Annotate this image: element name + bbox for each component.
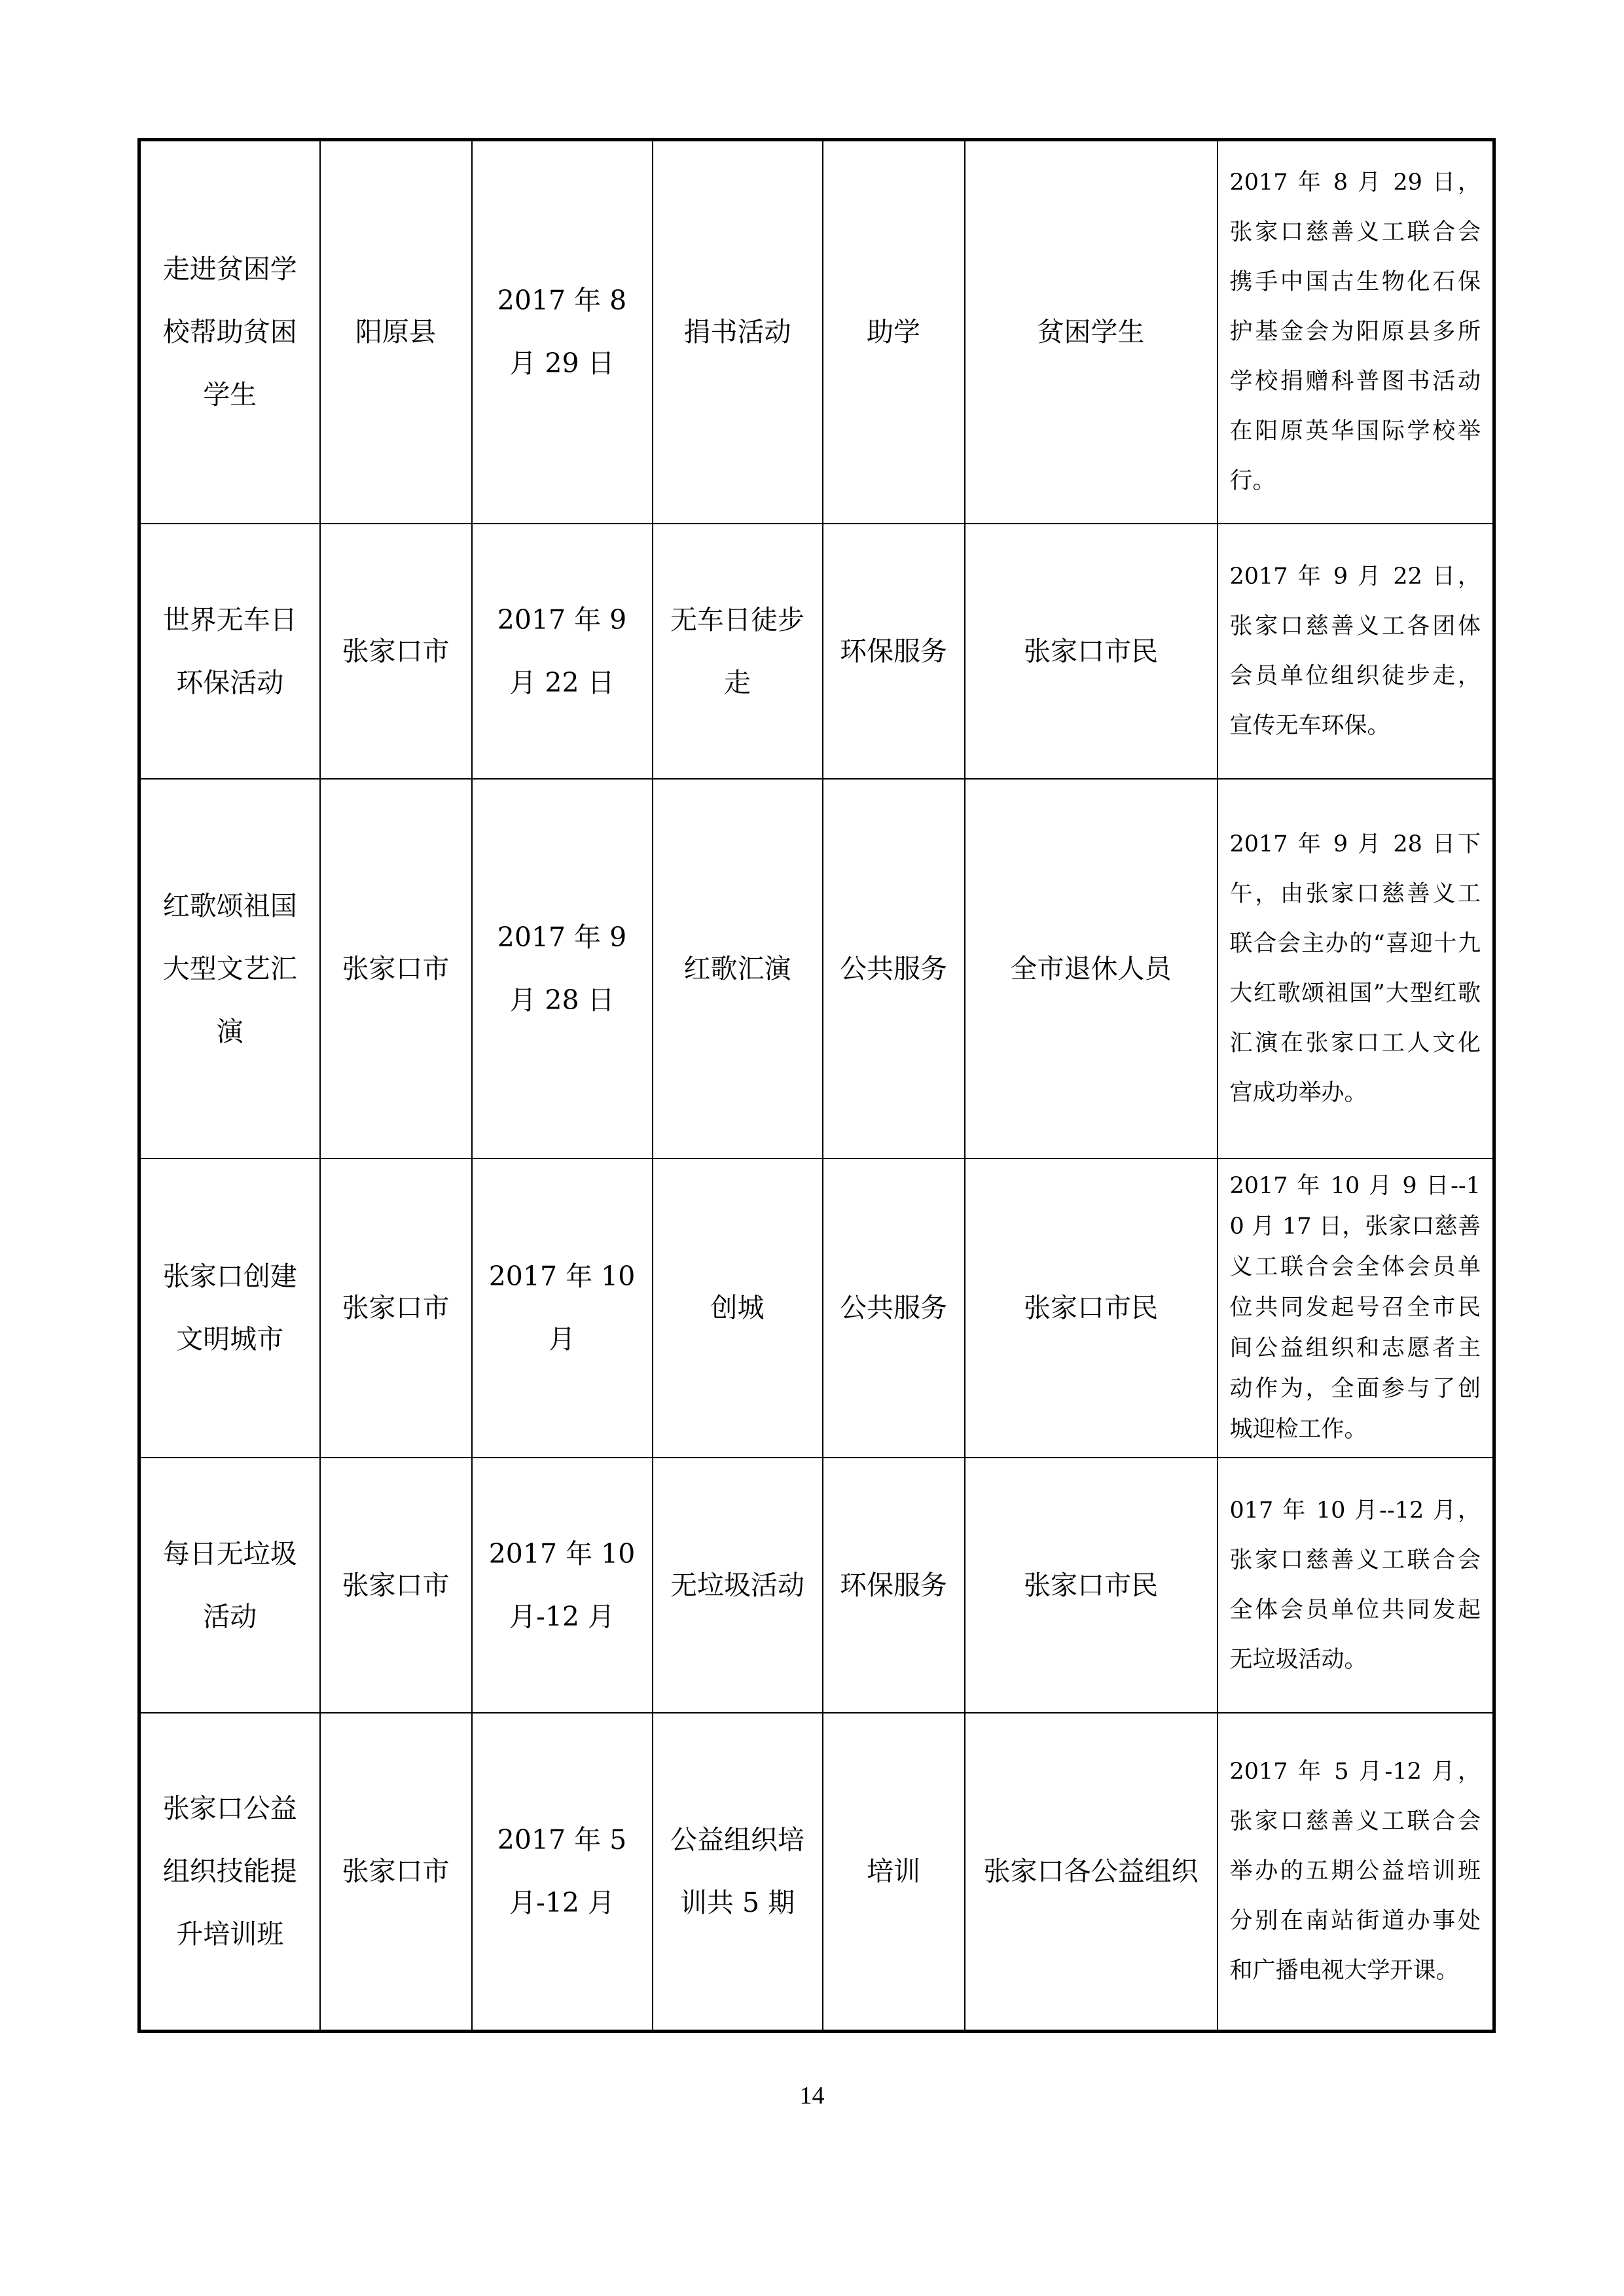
activity-form: 无垃圾活动 <box>653 1458 823 1713</box>
activity-date: 2017 年 10 月-12 月 <box>472 1458 653 1713</box>
activity-description: 2017 年 9 月 28 日下午，由张家口慈善义工联合会主办的“喜迎十九大红歌颂祖国”大型红歌汇演在张家口工人文化宫成功举办。 <box>1218 779 1494 1158</box>
activity-form: 红歌汇演 <box>653 779 823 1158</box>
activity-name: 世界无车日环保活动 <box>139 524 320 779</box>
activity-date: 2017 年 5 月-12 月 <box>472 1713 653 2032</box>
activity-beneficiary: 张家口市民 <box>965 524 1218 779</box>
activity-date: 2017 年 9 月 22 日 <box>472 524 653 779</box>
activity-description: 2017 年 9 月 22 日，张家口慈善义工各团体会员单位组织徒步走，宣传无车环保。 <box>1218 524 1494 779</box>
activity-location: 张家口市 <box>320 1158 472 1458</box>
activity-beneficiary: 张家口市民 <box>965 1458 1218 1713</box>
table-row <box>139 140 1494 524</box>
table-row <box>139 779 1494 1158</box>
activity-beneficiary: 张家口市民 <box>965 1158 1218 1458</box>
activity-beneficiary: 全市退休人员 <box>965 779 1218 1158</box>
activity-location: 张家口市 <box>320 1458 472 1713</box>
table-row <box>139 1458 1494 1713</box>
activity-description: 2017 年 10 月 9 日--10 月 17 日，张家口慈善义工联合会全体会员单位共同发起号召全市民间公益组织和志愿者主动作为，全面参与了创城迎检工作。 <box>1218 1158 1494 1458</box>
activity-name: 红歌颂祖国大型文艺汇演 <box>139 779 320 1158</box>
activity-form: 无车日徒步走 <box>653 524 823 779</box>
activity-type: 环保服务 <box>823 524 965 779</box>
activity-description: 2017 年 8 月 29 日，张家口慈善义工联合会携手中国古生物化石保护基金会为阳原县多所学校捐赠科普图书活动在阳原英华国际学校举行。 <box>1218 140 1494 524</box>
activity-description: 2017 年 5 月-12 月，张家口慈善义工联合会举办的五期公益培训班分别在南站街道办事处和广播电视大学开课。 <box>1218 1713 1494 2032</box>
activities-table <box>137 138 1496 2033</box>
activity-beneficiary: 贫困学生 <box>965 140 1218 524</box>
activity-location: 张家口市 <box>320 524 472 779</box>
page-number: 14 <box>799 2082 825 2109</box>
activity-location: 张家口市 <box>320 779 472 1158</box>
activity-type: 培训 <box>823 1713 965 2032</box>
activity-type: 环保服务 <box>823 1458 965 1713</box>
activity-name: 每日无垃圾活动 <box>139 1458 320 1713</box>
activity-location: 张家口市 <box>320 1713 472 2032</box>
activity-type: 公共服务 <box>823 779 965 1158</box>
activity-form: 创城 <box>653 1158 823 1458</box>
activity-form: 捐书活动 <box>653 140 823 524</box>
table-row <box>139 524 1494 779</box>
activity-location: 阳原县 <box>320 140 472 524</box>
activity-name: 张家口创建文明城市 <box>139 1158 320 1458</box>
activity-beneficiary: 张家口各公益组织 <box>965 1713 1218 2032</box>
activity-name: 走进贫困学校帮助贫困学生 <box>139 140 320 524</box>
table-row <box>139 1713 1494 2032</box>
table-row <box>139 1158 1494 1458</box>
activity-date: 2017 年 8 月 29 日 <box>472 140 653 524</box>
activity-type: 公共服务 <box>823 1158 965 1458</box>
activity-type: 助学 <box>823 140 965 524</box>
activity-date: 2017 年 10 月 <box>472 1158 653 1458</box>
activity-date: 2017 年 9 月 28 日 <box>472 779 653 1158</box>
activity-description: 017 年 10 月--12 月，张家口慈善义工联合会全体会员单位共同发起无垃圾活动。 <box>1218 1458 1494 1713</box>
activity-form: 公益组织培训共 5 期 <box>653 1713 823 2032</box>
activity-name: 张家口公益组织技能提升培训班 <box>139 1713 320 2032</box>
